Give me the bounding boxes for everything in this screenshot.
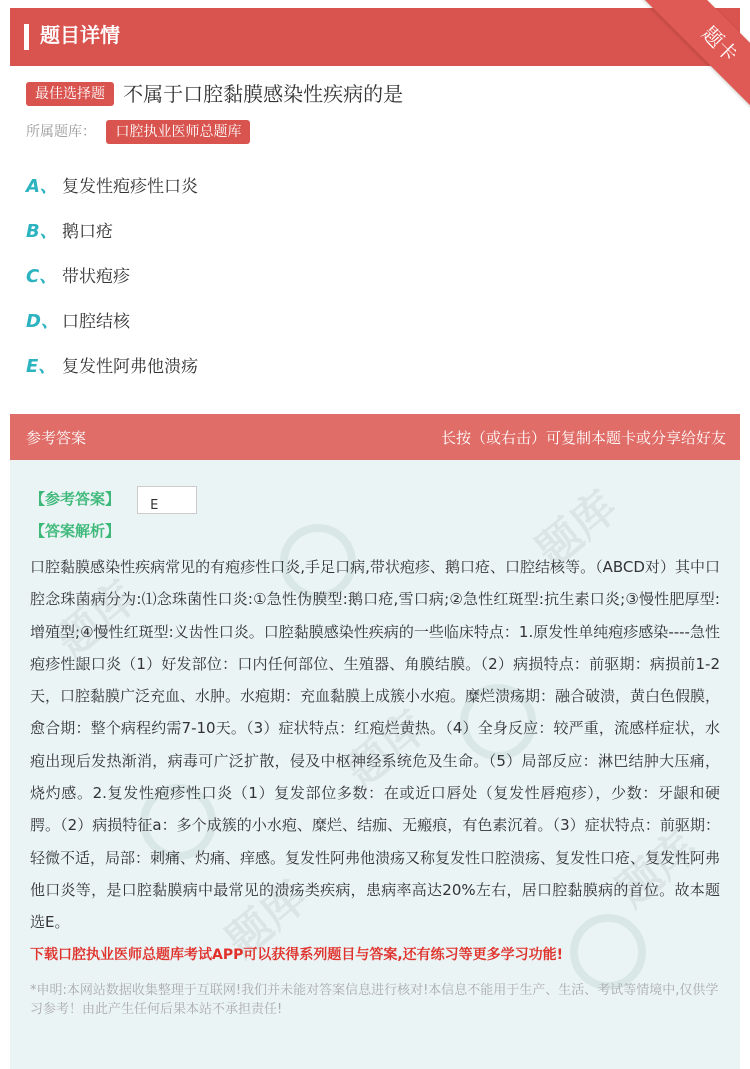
option-b[interactable] [26,217,726,262]
bank-label: 所属题库： [26,124,96,140]
question-type-tag: 最佳选择题 [26,82,114,106]
question-row [26,80,726,108]
watermark: 题库 [216,871,317,968]
disclaimer-text: *申明:本网站数据收集整理于互联网!我们并未能对答案信息进行核对!本信息不能用于生产、生活、考试等情境中,仅供学习参考！由此产生任何后果本站不承担责任! [30,982,719,1017]
answer-line [30,484,720,514]
option-e[interactable] [26,352,726,397]
watermark: 题库 [606,821,707,918]
options-list [26,172,726,397]
option-text: 复发性疱疹性口炎 [62,177,198,197]
corner-label: 题卡 [641,0,750,110]
answer-section-title: 参考答案 [26,429,87,447]
question-bank [26,120,250,144]
question-text: 不属于口腔黏膜感染性疾病的是 [123,82,404,106]
watermark: 题库 [526,481,627,578]
header-accent-bar [24,24,29,50]
option-d[interactable] [26,307,726,352]
option-text: 带状疱疹 [62,267,130,287]
watermark: 题库 [46,571,147,668]
answer-header [10,414,740,460]
option-letter: C、 [26,266,58,287]
watermark: 题库 [336,701,437,798]
option-letter: A、 [26,176,58,197]
option-text: 鹅口疮 [62,222,113,242]
answer-body [30,484,720,1019]
option-letter: E、 [26,356,57,377]
option-c[interactable] [26,262,726,307]
option-text: 口腔结核 [62,312,130,332]
answer-value-image [137,486,197,514]
answer-section [10,414,740,1069]
answer-value: E [150,497,159,513]
page-title: 题目详情 [40,23,120,47]
download-promo[interactable]: 下载口腔执业医师总题库考试APP可以获得系列题目与答案,还有练习等更多学习功能! [30,946,564,963]
bank-name-link[interactable]: 口腔执业医师总题库 [106,120,250,144]
answer-label: 【参考答案】 [30,490,121,508]
share-hint: 长按（或右击）可复制本题卡或分享给好友 [440,429,726,447]
option-a[interactable] [26,172,726,217]
analysis-label: 【答案解析】 [30,522,121,540]
option-text: 复发性阿弗他溃疡 [62,357,198,377]
option-letter: D、 [26,311,59,332]
option-letter: B、 [26,221,58,242]
analysis-text: 口腔黏膜感染性疾病常见的有疱疹性口炎,手足口病,带状疱疹、鹅口疮、口腔结核等。（ABCD对）其中口腔念珠菌病分为:⑴念珠菌性口炎:①急性伪膜型:鹅口疮,雪口病;②急性红斑型:抗生素口炎;③慢性肥厚型:增殖型;④慢性红斑型:义齿性口炎。口腔黏膜感染性疾病的一些临床特点：1.原发性单纯疱疹感染----急性疱疹性龈口炎（1）好发部位：口内任何部位、生殖器、角膜结膜。（2）病损特点：前驱期：病损前1-2天，口腔黏膜广泛充血、水肿。水疱期：充血黏膜上成簇小水疱。糜烂溃疡期：融合破溃，黄白色假膜，愈合期：整个病程约需7-10天。（3）症状特点：红疱烂黄热。（4）全身反应：较严重，流感样症状，水疱出现后发热渐消，病毒可广泛扩散，侵及中枢神经系统危及生命。（5）局部反应：淋巴结肿大压痛，烧灼感。2.复发性疱疹性口炎（1）复发部位多数：在或近口唇处（复发性唇疱疹），少数：牙龈和硬腭。（2）病损特征a：多个成簇的小水疱、糜烂、结痂、无瘢痕，有色素沉着。（3）症状特点：前驱期：轻微不适，局部：刺痛、灼痛、痒感。复发性阿弗他溃疡又称复发性口腔溃疡、复发性口疮、复发性阿弗他口炎等，是口腔黏膜病中最常见的溃疡类疾病，患病率高达20%左右，居口腔黏膜病的首位。故本题选E。 [30,558,721,932]
page-header [10,8,740,66]
